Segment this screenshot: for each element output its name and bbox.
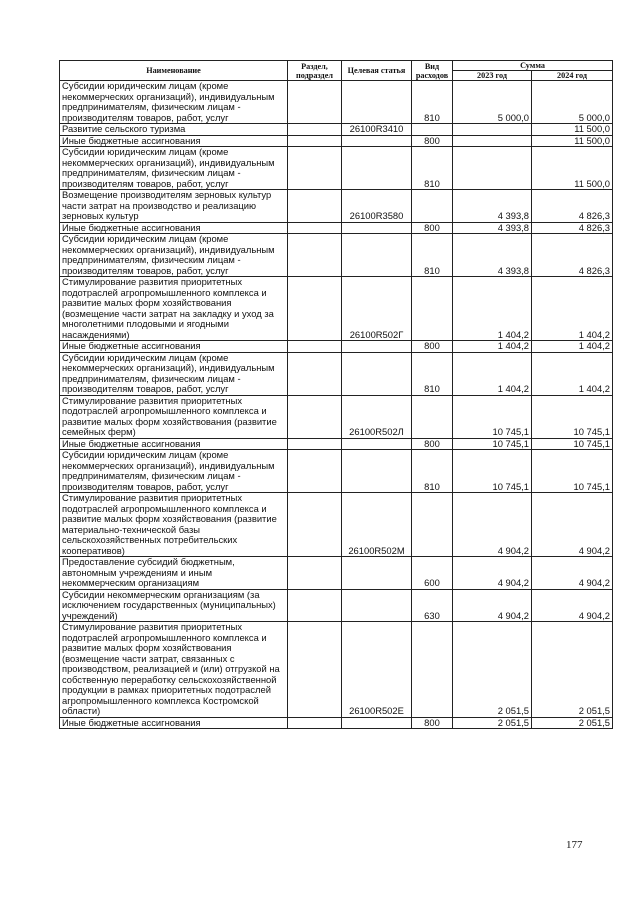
cell-name: Возмещение производителям зерновых культур части затрат на производство и реализацию зерновых культур: [60, 190, 288, 223]
cell-2024: 4 826,3: [532, 222, 613, 234]
cell-name: Иные бюджетные ассигнования: [60, 438, 288, 450]
table-row: [60, 395, 613, 438]
cell-2023: 10 745,1: [453, 450, 532, 493]
table-row: [60, 222, 613, 234]
cell-2023: 4 904,2: [453, 493, 532, 557]
cell-name: Субсидии юридическим лицам (кроме некоммерческих организаций), индивидуальным предпринимателям, физическим лицам - производителям товаров, работ, услуг: [60, 81, 288, 124]
cell-2023: [453, 147, 532, 190]
table-row: [60, 124, 613, 136]
cell-2024: 4 826,3: [532, 190, 613, 223]
cell-article: [342, 222, 412, 234]
cell-name: Иные бюджетные ассигнования: [60, 222, 288, 234]
cell-2024: 2 051,5: [532, 717, 613, 729]
cell-razdel: [288, 589, 342, 622]
cell-article: 26100R502Г: [342, 277, 412, 341]
cell-vid: [412, 124, 453, 136]
cell-2023: [453, 124, 532, 136]
cell-article: 26100R502Е: [342, 622, 412, 718]
cell-vid: [412, 622, 453, 718]
cell-vid: 630: [412, 589, 453, 622]
cell-name: Иные бюджетные ассигнования: [60, 717, 288, 729]
cell-name: Стимулирование развития приоритетных подотраслей агропромышленного комплекса и развитие малых форм хозяйствования (возмещение части затрат на закладку и уход за многолетними плодовыми и ягодными насаждениями): [60, 277, 288, 341]
cell-vid: 810: [412, 147, 453, 190]
cell-article: [342, 352, 412, 395]
table-row: [60, 557, 613, 590]
cell-name: Субсидии некоммерческим организациям (за исключением государственных (муниципальных) учреждений): [60, 589, 288, 622]
cell-article: 26100R502Л: [342, 395, 412, 438]
cell-2024: 1 404,2: [532, 277, 613, 341]
cell-vid: 800: [412, 222, 453, 234]
cell-2023: 4 393,8: [453, 222, 532, 234]
cell-vid: 800: [412, 438, 453, 450]
cell-razdel: [288, 493, 342, 557]
cell-vid: [412, 493, 453, 557]
cell-2023: 1 404,2: [453, 277, 532, 341]
cell-article: [342, 717, 412, 729]
cell-razdel: [288, 557, 342, 590]
cell-name: Иные бюджетные ассигнования: [60, 341, 288, 353]
cell-2023: 10 745,1: [453, 395, 532, 438]
header-vid: Вид расходов: [412, 61, 453, 81]
cell-2024: 4 826,3: [532, 234, 613, 277]
cell-2023: 10 745,1: [453, 438, 532, 450]
cell-2023: 4 904,2: [453, 589, 532, 622]
cell-vid: 600: [412, 557, 453, 590]
cell-article: [342, 135, 412, 147]
cell-vid: 800: [412, 135, 453, 147]
cell-name: Стимулирование развития приоритетных подотраслей агропромышленного комплекса и развитие малых форм хозяйствования (развитие семейных ферм): [60, 395, 288, 438]
cell-name: Стимулирование развития приоритетных подотраслей агропромышленного комплекса и развитие малых форм хозяйствования (развитие материально-технической базы сельскохозяйственных потребительских кооперативов): [60, 493, 288, 557]
page-number: 177: [566, 839, 583, 851]
cell-name: Развитие сельского туризма: [60, 124, 288, 136]
cell-2023: [453, 135, 532, 147]
table-row: [60, 190, 613, 223]
cell-vid: [412, 277, 453, 341]
cell-article: 26100R3410: [342, 124, 412, 136]
cell-name: Иные бюджетные ассигнования: [60, 135, 288, 147]
table-row: [60, 277, 613, 341]
header-razdel: Раздел, подраздел: [288, 61, 342, 81]
cell-article: [342, 450, 412, 493]
cell-vid: [412, 190, 453, 223]
cell-name: Предоставление субсидий бюджетным, автономным учреждениям и иным некоммерческим организациям: [60, 557, 288, 590]
cell-article: [342, 147, 412, 190]
table-row: [60, 622, 613, 718]
cell-2024: 10 745,1: [532, 438, 613, 450]
cell-razdel: [288, 147, 342, 190]
cell-2023: 5 000,0: [453, 81, 532, 124]
cell-2023: 4 393,8: [453, 190, 532, 223]
cell-razdel: [288, 352, 342, 395]
cell-name: Субсидии юридическим лицам (кроме некоммерческих организаций), индивидуальным предпринимателям, физическим лицам - производителям товаров, работ, услуг: [60, 147, 288, 190]
cell-article: 26100R3580: [342, 190, 412, 223]
table-body: [60, 81, 613, 729]
table-row: [60, 147, 613, 190]
cell-2024: 4 904,2: [532, 493, 613, 557]
cell-article: [342, 234, 412, 277]
cell-2024: 11 500,0: [532, 147, 613, 190]
cell-2024: 4 904,2: [532, 589, 613, 622]
cell-razdel: [288, 277, 342, 341]
cell-vid: 810: [412, 234, 453, 277]
header-year-2023: 2023 год: [453, 71, 532, 81]
cell-razdel: [288, 341, 342, 353]
cell-razdel: [288, 190, 342, 223]
cell-2023: 2 051,5: [453, 717, 532, 729]
table-row: [60, 438, 613, 450]
table-row: [60, 493, 613, 557]
cell-razdel: [288, 135, 342, 147]
cell-2024: 11 500,0: [532, 135, 613, 147]
cell-2024: 1 404,2: [532, 341, 613, 353]
cell-vid: 800: [412, 717, 453, 729]
cell-razdel: [288, 81, 342, 124]
cell-name: Субсидии юридическим лицам (кроме некоммерческих организаций), индивидуальным предпринимателям, физическим лицам - производителям товаров, работ, услуг: [60, 352, 288, 395]
table-row: [60, 341, 613, 353]
table-row: [60, 717, 613, 729]
cell-vid: [412, 395, 453, 438]
header-year-2024: 2024 год: [532, 71, 613, 81]
cell-article: [342, 81, 412, 124]
header-article: Целевая статья: [342, 61, 412, 81]
cell-vid: 810: [412, 352, 453, 395]
cell-name: Субсидии юридическим лицам (кроме некоммерческих организаций), индивидуальным предпринимателям, физическим лицам - производителям товаров, работ, услуг: [60, 450, 288, 493]
cell-2023: 2 051,5: [453, 622, 532, 718]
cell-2023: 4 904,2: [453, 557, 532, 590]
cell-2024: 10 745,1: [532, 450, 613, 493]
header-summa: Сумма: [453, 61, 613, 71]
table-row: [60, 135, 613, 147]
cell-razdel: [288, 717, 342, 729]
budget-table: [59, 60, 613, 729]
cell-2024: 11 500,0: [532, 124, 613, 136]
cell-razdel: [288, 124, 342, 136]
cell-2024: 1 404,2: [532, 352, 613, 395]
cell-razdel: [288, 234, 342, 277]
table-row: [60, 234, 613, 277]
table-row: [60, 352, 613, 395]
cell-razdel: [288, 450, 342, 493]
cell-2023: 4 393,8: [453, 234, 532, 277]
cell-razdel: [288, 622, 342, 718]
cell-razdel: [288, 222, 342, 234]
table-row: [60, 589, 613, 622]
cell-article: [342, 341, 412, 353]
cell-2023: 1 404,2: [453, 341, 532, 353]
header-name: Наименование: [60, 61, 288, 81]
table-row: [60, 81, 613, 124]
cell-vid: 810: [412, 81, 453, 124]
cell-razdel: [288, 395, 342, 438]
cell-2024: 5 000,0: [532, 81, 613, 124]
cell-2024: 2 051,5: [532, 622, 613, 718]
cell-name: Стимулирование развития приоритетных подотраслей агропромышленного комплекса и развитие малых форм хозяйствования (возмещение части затрат, связанных с производством, реализацией и (или) отгрузкой на собственную переработку сельскохозяйственной продукции в рамках приоритетных подотраслей агропромышленного комплекса Костромской области): [60, 622, 288, 718]
cell-2024: 10 745,1: [532, 395, 613, 438]
table-row: [60, 450, 613, 493]
cell-article: 26100R502М: [342, 493, 412, 557]
cell-2024: 4 904,2: [532, 557, 613, 590]
cell-article: [342, 438, 412, 450]
cell-vid: 800: [412, 341, 453, 353]
cell-name: Субсидии юридическим лицам (кроме некоммерческих организаций), индивидуальным предпринимателям, физическим лицам - производителям товаров, работ, услуг: [60, 234, 288, 277]
cell-vid: 810: [412, 450, 453, 493]
cell-article: [342, 589, 412, 622]
cell-2023: 1 404,2: [453, 352, 532, 395]
cell-razdel: [288, 438, 342, 450]
cell-article: [342, 557, 412, 590]
